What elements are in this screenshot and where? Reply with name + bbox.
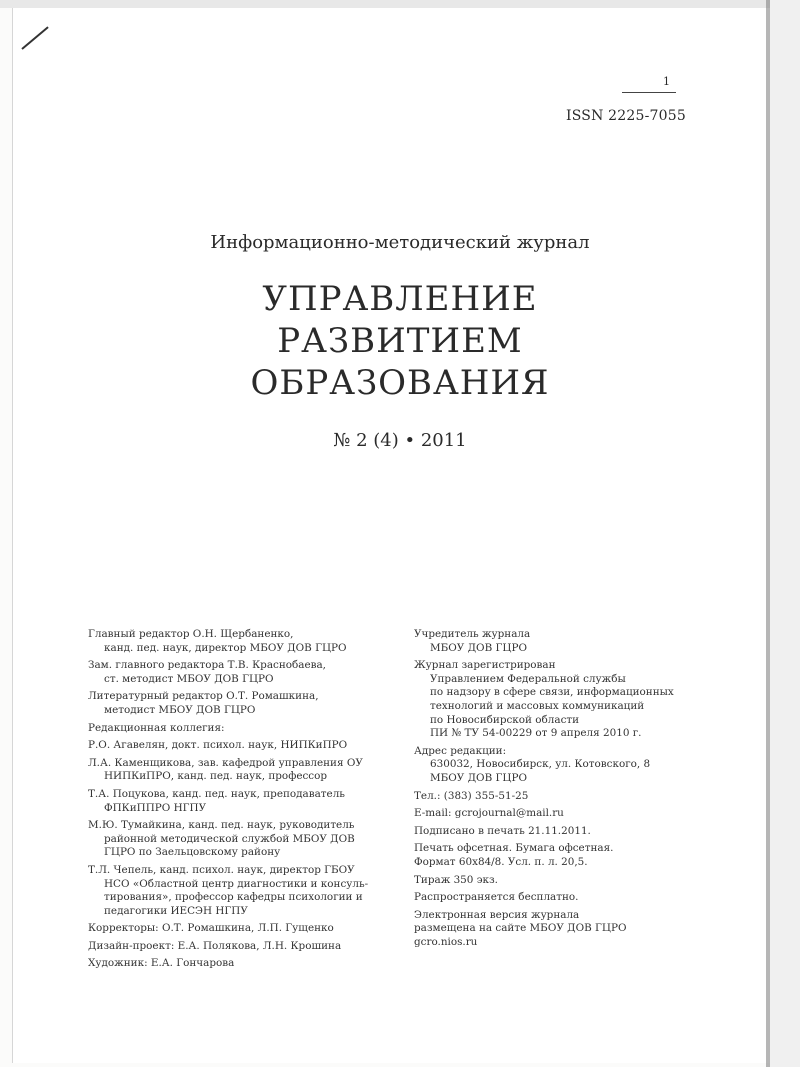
text-line: gcro.nios.ru xyxy=(414,935,478,948)
text-line: 630032, Новосибирск, ул. Котовского, 8 xyxy=(430,758,651,771)
text-line: НСО «Областной центр диагностики и консуль- xyxy=(104,877,369,890)
text-line: Учредитель журнала xyxy=(414,628,531,640)
text-line: Электронная версия журнала xyxy=(414,908,580,921)
title-line: ОБРАЗОВАНИЯ xyxy=(250,363,550,403)
text-line: Журнал зарегистрирован xyxy=(414,659,556,672)
signed-date: Подписано в печать 21.11.2011. xyxy=(414,824,591,837)
text-line: НИПКиПРО, канд. пед. наук, профессор xyxy=(104,770,328,783)
journal-title xyxy=(0,278,800,404)
text-line: Формат 60х84/8. Усл. п. л. 20,5. xyxy=(414,855,588,868)
text-line: ст. методист МБОУ ДОВ ГЦРО xyxy=(104,672,274,685)
text-line: Л.А. Каменщикова, зав. кафедрой управления ОУ xyxy=(88,756,363,769)
board-member xyxy=(88,819,388,860)
text-line: размещена на сайте МБОУ ДОВ ГЦРО xyxy=(414,922,627,935)
literary-editor xyxy=(88,690,388,717)
title-line: УПРАВЛЕНИЕ xyxy=(262,279,538,319)
issn-label: ISSN 2225-7055 xyxy=(566,108,686,124)
deputy-editor xyxy=(88,659,388,686)
board-member xyxy=(88,757,388,784)
text-line: Зам. главного редактора Т.В. Краснобаева, xyxy=(88,659,326,672)
text-line: МБОУ ДОВ ГЦРО xyxy=(430,641,527,654)
correctors: Корректоры: О.Т. Ромашкина, Л.П. Гущенко xyxy=(88,922,334,935)
text-line: ФПКиППРО НГПУ xyxy=(104,801,207,814)
text-line: по Новосибирской области xyxy=(430,713,580,726)
text-line: ГЦРО по Заельцовскому району xyxy=(104,846,281,859)
founder-info xyxy=(414,628,714,655)
issue-number: № 2 (4) • 2011 xyxy=(333,430,467,451)
text-line: Печать офсетная. Бумага офсетная. xyxy=(414,842,614,855)
page-number-rule xyxy=(622,92,676,93)
text-line: Главный редактор О.Н. Щербаненко, xyxy=(88,628,294,640)
board-heading: Редакционная коллегия: xyxy=(88,721,225,734)
scan-right-margin xyxy=(770,0,800,1067)
text-line: Управлением Федеральной службы xyxy=(430,672,626,685)
print-info xyxy=(414,842,714,869)
scan-top-border xyxy=(0,0,800,8)
text-line: канд. пед. наук, директор МБОУ ДОВ ГЦРО xyxy=(104,641,347,654)
text-line: Адрес редакции: xyxy=(414,744,507,757)
online-version xyxy=(414,909,714,950)
editorial-address xyxy=(414,745,714,786)
text-line: педагогики ИЕСЭН НГПУ xyxy=(104,904,248,917)
journal-subtitle: Информационно-методический журнал xyxy=(210,232,590,253)
text-line: МБОУ ДОВ ГЦРО xyxy=(430,771,527,784)
text-line: методист МБОУ ДОВ ГЦРО xyxy=(104,703,256,716)
text-line: Литературный редактор О.Т. Ромашкина, xyxy=(88,690,319,703)
distribution-note: Распространяется бесплатно. xyxy=(414,891,579,904)
title-line: РАЗВИТИЕМ xyxy=(277,321,523,361)
board-member xyxy=(88,788,388,815)
design-credit: Дизайн-проект: Е.А. Полякова, Л.Н. Крошина xyxy=(88,939,342,952)
text-line: Р.О. Агавелян, докт. психол. наук, НИПКиПРО xyxy=(88,739,348,752)
text-line: Т.А. Поцукова, канд. пед. наук, преподаватель xyxy=(88,787,345,800)
artist-credit: Художник: Е.А. Гончарова xyxy=(88,957,235,970)
text-line: тирования», профессор кафедры психологии и xyxy=(104,891,363,904)
text-line: районной методической службой МБОУ ДОВ xyxy=(104,832,355,845)
chief-editor xyxy=(88,628,388,655)
text-line: ПИ № ТУ 54-00229 от 9 апреля 2010 г. xyxy=(430,727,642,740)
publication-info-column xyxy=(414,628,714,953)
editorial-staff-column xyxy=(88,628,388,975)
page-number: 1 xyxy=(663,75,670,88)
phone-number: Тел.: (383) 355-51-25 xyxy=(414,789,529,802)
text-line: технологий и массовых коммуникаций xyxy=(430,699,645,712)
board-member xyxy=(88,864,388,918)
text-line: Т.Л. Чепель, канд. психол. наук, директор ГБОУ xyxy=(88,863,355,876)
board-member xyxy=(88,739,388,753)
registration-info xyxy=(414,659,714,741)
email-address: E-mail: gcrojournal@mail.ru xyxy=(414,807,564,820)
text-line: по надзору в сфере связи, информационных xyxy=(430,686,674,699)
circulation: Тираж 350 экз. xyxy=(414,873,498,886)
text-line: М.Ю. Тумайкина, канд. пед. наук, руководитель xyxy=(88,819,355,832)
